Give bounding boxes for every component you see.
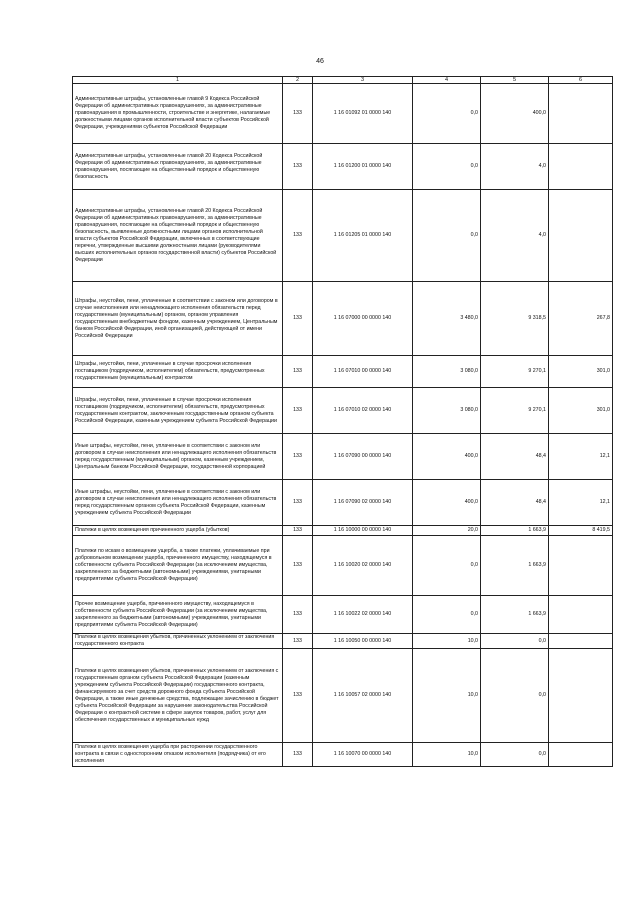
row-name-cell: Иные штрафы, неустойки, пени, уплаченные в соответствии с законом или договором в случае неисполнения или ненадлежащего исполнения обязательств перед государственным органом субъекта Российской Федерации, казенным учреждением субъекта Российской Федерации [73,480,283,526]
table-row [73,434,613,480]
value-col4-cell: 3 080,0 [413,356,481,388]
table-row [73,190,613,282]
value-col5-cell: 9 318,5 [481,282,549,356]
table-header-row [73,77,613,84]
value-col4-cell: 0,0 [413,596,481,634]
budget-code-cell: 1 16 01092 01 0000 140 [313,84,413,144]
value-col6-cell: 301,0 [549,356,613,388]
budget-code-cell: 1 16 10050 00 0000 140 [313,634,413,649]
admin-code-cell: 133 [283,388,313,434]
budget-code-cell: 1 16 10020 02 0000 140 [313,536,413,596]
budget-code-cell: 1 16 10057 02 0000 140 [313,649,413,743]
value-col5-cell: 48,4 [481,434,549,480]
value-col6-cell [549,84,613,144]
budget-code-cell: 1 16 10022 02 0000 140 [313,596,413,634]
header-cell: 2 [283,77,313,84]
table-row [73,649,613,743]
budget-code-cell: 1 16 07090 02 0000 140 [313,480,413,526]
budget-code-cell: 1 16 10000 00 0000 140 [313,526,413,536]
value-col4-cell: 20,0 [413,526,481,536]
header-cell: 1 [73,77,283,84]
table-body [73,77,613,767]
table-row [73,596,613,634]
table-row [73,526,613,536]
value-col5-cell: 0,0 [481,649,549,743]
table-row [73,743,613,767]
row-name-cell: Прочее возмещение ущерба, причиненного имуществу, находящемуся в собственности субъекта Российской Федерации (за исключением имущества, закрепленного за бюджетными (автономными) учреждениями, унитарными предприятиями субъекта Российской Федерации) [73,596,283,634]
table-row [73,144,613,190]
table-row [73,282,613,356]
value-col4-cell: 10,0 [413,649,481,743]
value-col4-cell: 10,0 [413,634,481,649]
table-row [73,480,613,526]
value-col4-cell: 3 480,0 [413,282,481,356]
value-col5-cell: 9 270,1 [481,388,549,434]
row-name-cell: Штрафы, неустойки, пени, уплаченные в случае просрочки исполнения поставщиком (подрядчиком, исполнителем) обязательств, предусмотренных государственным контрактом, заключенным государственным органом субъекта Российской Федерации, казенным учреждением субъекта Российской Федерации [73,388,283,434]
row-name-cell: Штрафы, неустойки, пени, уплаченные в случае просрочки исполнения поставщиком (подрядчиком, исполнителем) обязательств, предусмотренных государственным (муниципальным) контрактом [73,356,283,388]
budget-code-cell: 1 16 01205 01 0000 140 [313,190,413,282]
page-number: 46 [316,58,324,65]
admin-code-cell: 133 [283,356,313,388]
budget-code-cell: 1 16 07010 02 0000 140 [313,388,413,434]
admin-code-cell: 133 [283,480,313,526]
value-col5-cell: 48,4 [481,480,549,526]
table-row [73,84,613,144]
value-col6-cell [549,596,613,634]
table-row [73,356,613,388]
row-name-cell: Платежи в целях возмещения убытков, причиненных уклонением от заключения с государственным органом субъекта Российской Федерации (казенным учреждением субъекта Российской Федерации) государственного контракта, финансируемого за счет средств дорожного фонда субъекта Российской Федерации, а также иные денежные средства, подлежащие зачислению в бюджет субъекта Российской Федерации за нарушение законодательства Российской Федерации о контрактной системе в сфере закупок товаров, работ, услуг для обеспечения государственных и муниципальных нужд [73,649,283,743]
table-row [73,536,613,596]
value-col4-cell: 0,0 [413,536,481,596]
row-name-cell: Иные штрафы, неустойки, пени, уплаченные в соответствии с законом или договором в случае неисполнения или ненадлежащего исполнения обязательств перед государственным (муниципальным) органом, казенным учреждением, Центральным банком Российской Федерации, государственной корпорацией [73,434,283,480]
row-name-cell: Административные штрафы, установленные главой 9 Кодекса Российской Федерации об административных правонарушениях, за административные правонарушения в промышленности, строительстве и энергетике, налагаемые должностными лицами органов исполнительной власти субъектов Российской Федерации, учреждениями субъектов Российской Федерации [73,84,283,144]
admin-code-cell: 133 [283,434,313,480]
value-col5-cell: 1 663,9 [481,596,549,634]
row-name-cell: Платежи в целях возмещения причиненного ущерба (убытков) [73,526,283,536]
value-col5-cell: 400,0 [481,84,549,144]
value-col6-cell: 267,8 [549,282,613,356]
value-col6-cell: 8 419,5 [549,526,613,536]
budget-code-cell: 1 16 07090 00 0000 140 [313,434,413,480]
admin-code-cell: 133 [283,144,313,190]
value-col4-cell: 400,0 [413,480,481,526]
header-cell: 3 [313,77,413,84]
budget-code-cell: 1 16 07010 00 0000 140 [313,356,413,388]
row-name-cell: Платежи в целях возмещения ущерба при расторжении государственного контракта в связи с односторонним отказом исполнителя (подрядчика) от его исполнения [73,743,283,767]
admin-code-cell: 133 [283,634,313,649]
value-col4-cell: 0,0 [413,144,481,190]
admin-code-cell: 133 [283,282,313,356]
value-col5-cell: 1 663,9 [481,526,549,536]
admin-code-cell: 133 [283,649,313,743]
budget-code-cell: 1 16 01200 01 0000 140 [313,144,413,190]
header-cell: 5 [481,77,549,84]
row-name-cell: Платежи в целях возмещения убытков, причиненных уклонением от заключения государственного контракта [73,634,283,649]
value-col5-cell: 0,0 [481,634,549,649]
admin-code-cell: 133 [283,536,313,596]
value-col6-cell [549,634,613,649]
header-cell: 6 [549,77,613,84]
budget-code-cell: 1 16 07000 00 0000 140 [313,282,413,356]
table-row [73,388,613,434]
value-col6-cell [549,190,613,282]
value-col6-cell [549,144,613,190]
value-col5-cell: 1 663,9 [481,536,549,596]
row-name-cell: Платежи по искам о возмещении ущерба, а также платежи, уплачиваемые при добровольном возмещении ущерба, причиненного имуществу, находящемуся в собственности субъекта Российской Федерации (за исключением имущества, закрепленного за бюджетными (автономными) учреждениями, унитарными предприятиями субъекта Российской Федерации) [73,536,283,596]
value-col4-cell: 0,0 [413,190,481,282]
header-cell: 4 [413,77,481,84]
value-col5-cell: 0,0 [481,743,549,767]
value-col4-cell: 0,0 [413,84,481,144]
value-col4-cell: 10,0 [413,743,481,767]
value-col6-cell: 12,1 [549,434,613,480]
admin-code-cell: 133 [283,743,313,767]
row-name-cell: Штрафы, неустойки, пени, уплаченные в соответствии с законом или договором в случае неисполнения или ненадлежащего исполнения обязательств перед государственным (муниципальным) органом, органом управления государственным внебюджетным фондом, казенным учреждением, Центральным банком Российской Федерации, иной организацией, действующей от имени Российской Федерации [73,282,283,356]
value-col6-cell [549,743,613,767]
row-name-cell: Административные штрафы, установленные главой 20 Кодекса Российской Федерации об административных правонарушениях, за административные правонарушения, посягающие на общественный порядок и общественную безопасность [73,144,283,190]
value-col4-cell: 3 080,0 [413,388,481,434]
admin-code-cell: 133 [283,84,313,144]
value-col4-cell: 400,0 [413,434,481,480]
value-col6-cell [549,649,613,743]
table-row [73,634,613,649]
admin-code-cell: 133 [283,190,313,282]
admin-code-cell: 133 [283,596,313,634]
value-col6-cell [549,536,613,596]
value-col6-cell: 301,0 [549,388,613,434]
admin-code-cell: 133 [283,526,313,536]
value-col5-cell: 4,0 [481,144,549,190]
value-col6-cell: 12,1 [549,480,613,526]
value-col5-cell: 4,0 [481,190,549,282]
row-name-cell: Административные штрафы, установленные главой 20 Кодекса Российской Федерации об административных правонарушениях, за административные правонарушения, посягающие на общественный порядок и общественную безопасность, выявленные должностными лицами органов исполнительной власти субъектов Российской Федерации, включенных в соответствующие перечни, утвержденные высшими должностными лицами (руководителями высших исполнительных органов государственной власти) субъектов Российской Федерации [73,190,283,282]
budget-code-cell: 1 16 10070 00 0000 140 [313,743,413,767]
revenue-table [72,76,613,767]
value-col5-cell: 9 270,1 [481,356,549,388]
